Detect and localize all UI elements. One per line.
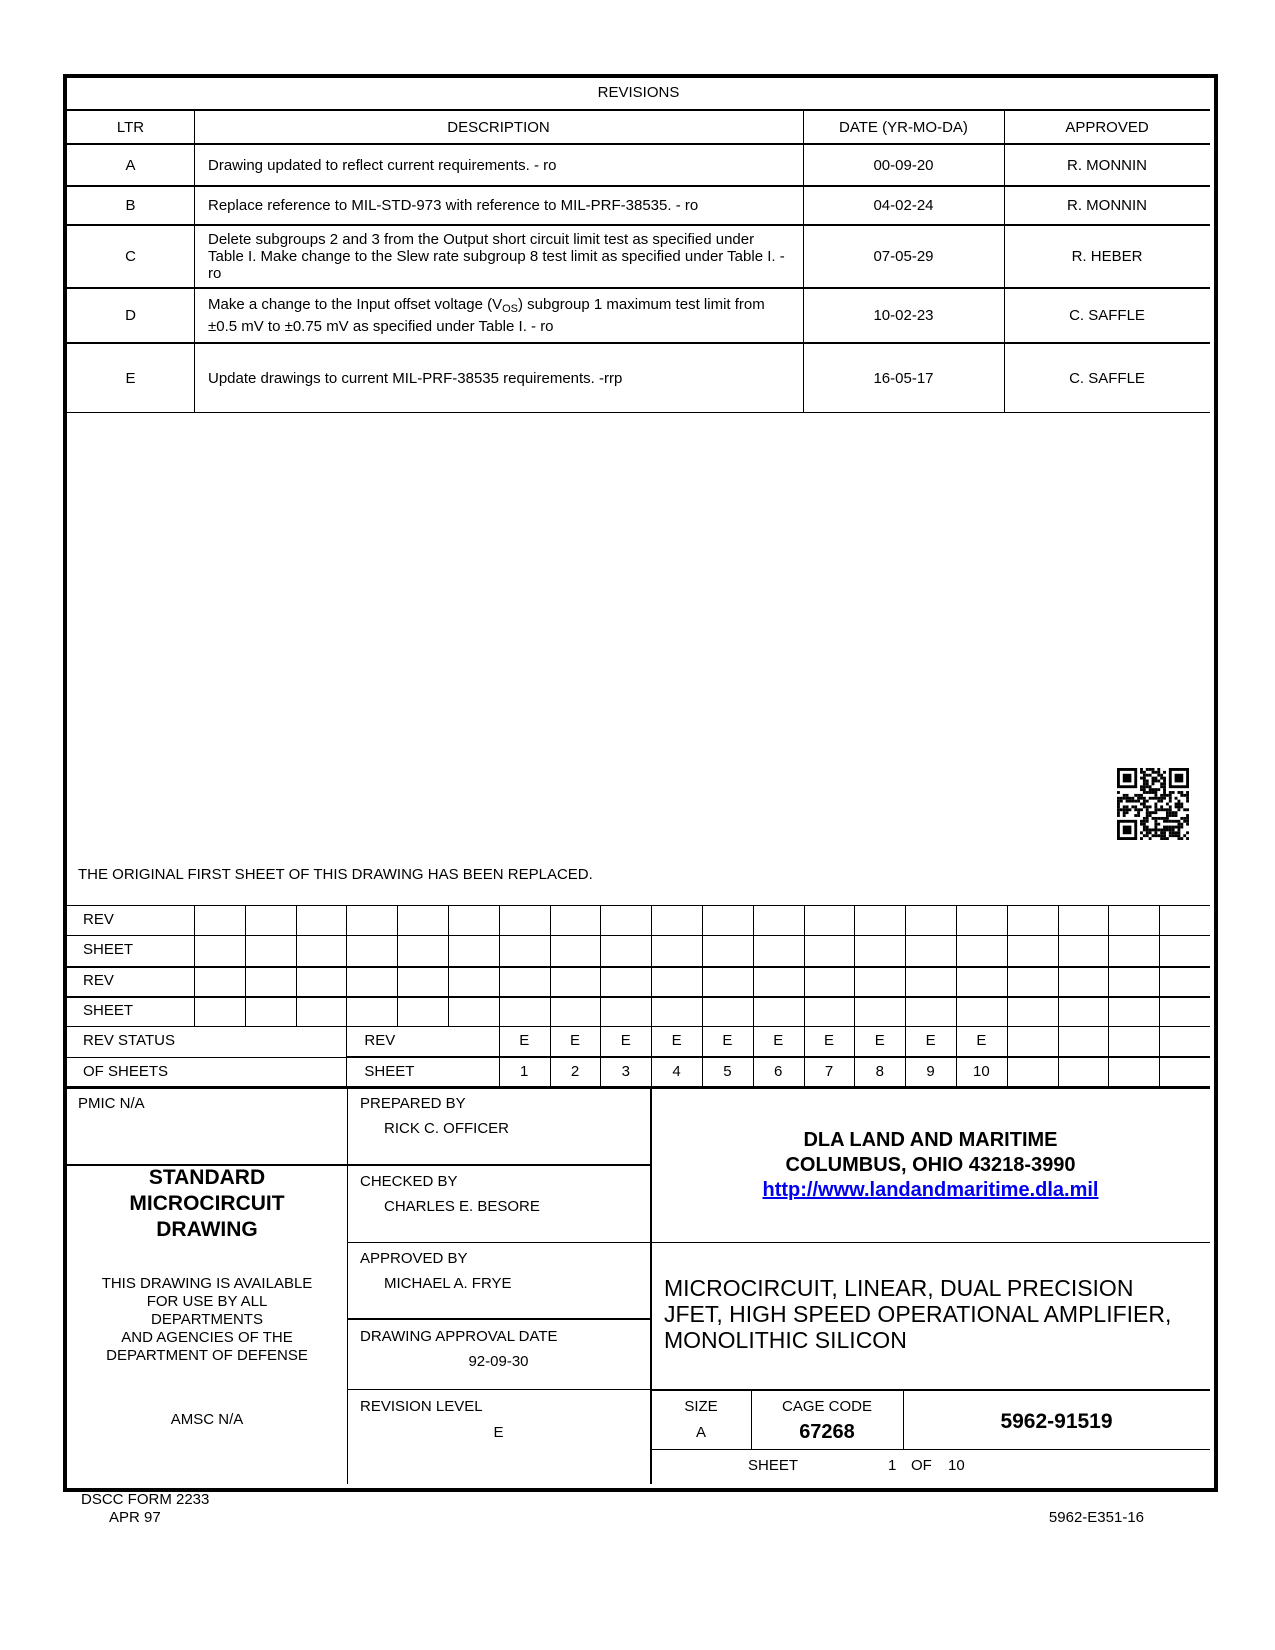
divider: [397, 905, 398, 1026]
revision-approver-text: R. HEBER: [1071, 248, 1143, 265]
agency-block: [651, 1128, 1210, 1203]
smd-title-line: MICROCIRCUIT: [129, 1192, 285, 1215]
divider: [67, 1057, 1210, 1058]
revision-description: [208, 343, 788, 413]
revision-date: [803, 288, 1004, 343]
revision-date: [803, 186, 1004, 225]
amsc: AMSC N/A: [170, 1411, 244, 1428]
description-fragment: ) subgroup 1 maximum test limit from ±0.5 mV to ±0.75 mV as specified under Table I. - ro: [208, 296, 765, 335]
sheet-label: SHEET: [364, 1063, 415, 1080]
divider: [499, 905, 500, 1087]
agency-address: COLUMBUS, OHIO 43218-3990: [785, 1154, 1076, 1176]
divider: [1007, 905, 1008, 1087]
rev-status-cell: E: [976, 1032, 987, 1049]
approval-date: 92-09-30: [468, 1353, 529, 1370]
revision-approver: [1004, 186, 1210, 225]
sheet-total: 10: [948, 1457, 965, 1474]
divider: [67, 1086, 1210, 1089]
availability-line: DEPARTMENT OF DEFENSE: [106, 1347, 308, 1364]
rev-status-cell: E: [823, 1032, 834, 1049]
sheet-number-cell: 1: [520, 1063, 529, 1080]
sheet-number-cell: 5: [723, 1063, 732, 1080]
header-ltr: LTR: [116, 119, 145, 136]
agency-name: DLA LAND AND MARITIME: [803, 1129, 1058, 1151]
divider: [854, 905, 855, 1087]
pmic: PMIC N/A: [78, 1095, 145, 1112]
divider: [600, 905, 601, 1087]
divider: [245, 905, 246, 1026]
form-number: DSCC FORM 2233: [81, 1491, 210, 1508]
revision-level-label: REVISION LEVEL: [360, 1398, 483, 1415]
divider: [651, 905, 652, 1087]
checked-by-label: CHECKED BY: [360, 1173, 458, 1190]
checked-by: CHARLES E. BESORE: [384, 1198, 540, 1215]
of-sheets-label: OF SHEETS: [83, 1063, 169, 1080]
revision-approver: [1004, 225, 1210, 288]
revision-date: [803, 225, 1004, 288]
divider: [67, 935, 1210, 936]
divider: [905, 905, 906, 1087]
divider: [1004, 110, 1005, 413]
approved-by: MICHAEL A. FRYE: [384, 1275, 512, 1292]
revision-approver: [1004, 144, 1210, 186]
revision-date-text: 07-05-29: [873, 248, 934, 265]
rev-label: REV: [364, 1032, 396, 1049]
form-date: APR 97: [109, 1509, 161, 1526]
approved-by-label: APPROVED BY: [360, 1250, 468, 1267]
divider: [550, 905, 551, 1087]
divider: [67, 996, 1210, 998]
divider: [346, 905, 347, 1087]
approval-date-label: DRAWING APPROVAL DATE: [360, 1328, 558, 1345]
rev-status-cell: E: [722, 1032, 733, 1049]
divider: [1058, 905, 1059, 1087]
description-fragment: OS: [502, 303, 518, 315]
replaced-note: THE ORIGINAL FIRST SHEET OF THIS DRAWING HAS BEEN REPLACED.: [78, 866, 593, 883]
divider: [448, 905, 449, 1026]
revision-description-text: [208, 296, 788, 335]
header-date: DATE (YR-MO-DA): [839, 119, 968, 136]
divider: [702, 905, 703, 1087]
divider: [347, 1389, 650, 1390]
revision-description: [208, 144, 788, 186]
grid-row-label: SHEET: [83, 941, 134, 958]
revision-letter-text: E: [125, 369, 136, 387]
revision-description-text: Update drawings to current MIL-PRF-38535 requirements. -rrp: [208, 369, 623, 387]
divider: [753, 905, 754, 1087]
sheet-number-cell: 6: [774, 1063, 783, 1080]
grid-row-label: REV: [83, 911, 114, 928]
availability-line: FOR USE BY ALL: [146, 1293, 268, 1310]
availability-note: [67, 1275, 347, 1365]
revision-letter-text: A: [125, 156, 136, 174]
prepared-by: RICK C. OFFICER: [384, 1120, 510, 1137]
smd-title: [67, 1165, 347, 1243]
rev-status-cell: E: [569, 1032, 580, 1049]
revision-description-text: Delete subgroups 2 and 3 from the Output short circuit limit test as specified under Table I. Make change to the Slew rate subgroup 8 test limit as specified under Table I. - ro: [208, 231, 785, 282]
divider: [296, 905, 297, 1026]
device-title-line: MONOLITHIC SILICON: [664, 1327, 907, 1353]
revision-description: [208, 288, 788, 343]
sheet-number-cell: 9: [926, 1063, 935, 1080]
header-description: DESCRIPTION: [447, 119, 550, 136]
revision-description: [208, 186, 788, 225]
availability-line: DEPARTMENTS: [151, 1311, 263, 1328]
sheet-number-cell: 7: [824, 1063, 834, 1080]
smd-title-line: DRAWING: [156, 1218, 258, 1241]
divider: [651, 1242, 1210, 1243]
agency-url-link[interactable]: http://www.landandmaritime.dla.mil: [762, 1179, 1099, 1201]
cage-code: 67268: [799, 1421, 855, 1443]
divider: [1108, 905, 1109, 1087]
revision-level: E: [493, 1424, 504, 1441]
divider: [67, 412, 1210, 413]
rev-status-cell: E: [620, 1032, 631, 1049]
availability-line: AND AGENCIES OF THE: [121, 1329, 293, 1346]
grid-row-label: SHEET: [83, 1002, 134, 1019]
sheet-number-cell: 3: [621, 1063, 630, 1080]
cage-code-label: CAGE CODE: [781, 1398, 872, 1415]
sheet-number-cell: 8: [875, 1063, 884, 1080]
sheet-number-cell: 2: [570, 1063, 580, 1080]
revision-approver: [1004, 288, 1210, 343]
sheet-of-label: OF: [911, 1457, 932, 1474]
divider: [194, 110, 195, 413]
revision-letter-text: B: [125, 197, 136, 214]
divider: [67, 966, 1210, 968]
divider: [67, 905, 1210, 906]
sheet-number-cell: 10: [973, 1063, 990, 1080]
divider: [651, 1449, 1210, 1450]
revision-letter: [67, 144, 194, 186]
divider: [1159, 905, 1160, 1087]
revision-letter: [67, 186, 194, 225]
divider: [347, 1318, 650, 1320]
header-approved: APPROVED: [1065, 119, 1149, 136]
revisions-title: REVISIONS: [597, 84, 680, 101]
qr-code-icon: [1117, 768, 1189, 840]
revision-date: [803, 343, 1004, 413]
revision-date-text: 10-02-23: [873, 307, 934, 324]
divider: [347, 1242, 650, 1243]
revision-letter: [67, 343, 194, 413]
divider: [804, 905, 805, 1087]
divider: [67, 1026, 1210, 1027]
revision-date-text: 04-02-24: [873, 197, 934, 214]
size-label: SIZE: [684, 1398, 718, 1415]
revision-approver-text: C. SAFFLE: [1069, 307, 1145, 324]
revision-description: [208, 225, 788, 288]
revision-approver-text: R. MONNIN: [1067, 197, 1147, 214]
revision-approver-text: R. MONNIN: [1067, 156, 1147, 174]
divider: [346, 1056, 1210, 1057]
revision-date-text: 16-05-17: [873, 369, 934, 387]
rev-status-cell: E: [874, 1032, 885, 1049]
revision-letter-text: C: [125, 248, 136, 265]
availability-line: THIS DRAWING IS AVAILABLE: [101, 1275, 313, 1292]
prepared-by-label: PREPARED BY: [360, 1095, 466, 1112]
device-title-line: MICROCIRCUIT, LINEAR, DUAL PRECISION: [664, 1275, 1134, 1301]
rev-status-cell: E: [773, 1032, 784, 1049]
device-title-line: JFET, HIGH SPEED OPERATIONAL AMPLIFIER,: [664, 1301, 1172, 1327]
revision-letter: [67, 225, 194, 288]
rev-status-cell: E: [519, 1032, 530, 1049]
divider: [956, 905, 957, 1087]
drawing-number: 5962-91519: [1000, 1410, 1113, 1433]
revision-description-text: Drawing updated to reflect current requirements. - ro: [208, 156, 557, 174]
sheet-label: SHEET: [748, 1457, 799, 1474]
divider: [651, 1389, 1210, 1391]
revision-letter: [67, 288, 194, 343]
revision-date: [803, 144, 1004, 186]
revision-date-text: 00-09-20: [873, 156, 934, 174]
sheet-number: 1: [888, 1457, 897, 1474]
divider: [803, 110, 804, 413]
description-fragment: Make a change to the Input offset voltage (V: [208, 296, 503, 313]
divider: [194, 905, 195, 1026]
divider: [347, 1164, 650, 1166]
smd-title-line: STANDARD: [148, 1166, 266, 1189]
document-code: 5962-E351-16: [1048, 1509, 1144, 1526]
size-value: A: [695, 1424, 706, 1441]
rev-status-cell: E: [925, 1032, 936, 1049]
revision-letter-text: D: [125, 307, 136, 324]
revision-approver-text: C. SAFFLE: [1069, 369, 1145, 387]
revision-approver: [1004, 343, 1210, 413]
sheet-number-cell: 4: [672, 1063, 681, 1080]
device-title: [664, 1275, 1171, 1353]
revision-description-text: Replace reference to MIL-STD-973 with reference to MIL-PRF-38535. - ro: [208, 197, 699, 214]
rev-status-label: REV STATUS: [83, 1032, 175, 1049]
rev-status-cell: E: [671, 1032, 682, 1049]
grid-row-label: REV: [83, 972, 114, 989]
divider: [67, 109, 1210, 111]
